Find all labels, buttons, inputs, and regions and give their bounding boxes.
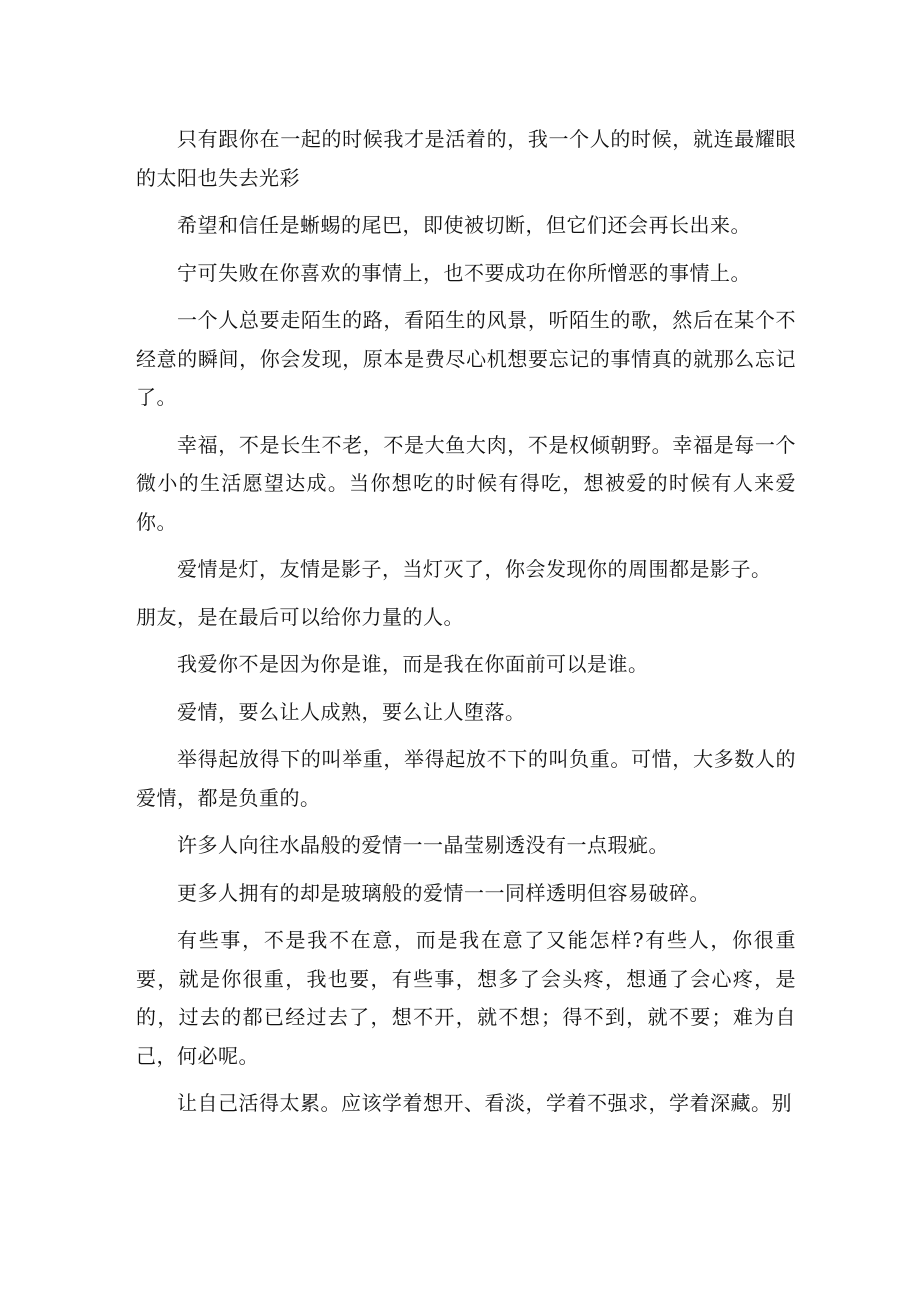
paragraph: 许多人向往水晶般的爱情一一晶莹剔透没有一点瑕疵。	[177, 833, 669, 857]
paragraph: 希望和信任是蜥蜴的尾巴，即使被切断，但它们还会再长出来。	[177, 213, 751, 237]
paragraph: 爱情是灯，友情是影子，当灯灭了，你会发现你的周围都是影子。	[177, 557, 772, 581]
paragraph: 我爱你不是因为你是谁，而是我在你面前可以是谁。	[177, 652, 649, 676]
paragraph: 爱情，要么让人成熟，要么让人堕落。	[177, 699, 526, 724]
paragraph: 一个人总要走陌生的路，看陌生的风景，听陌生的歌，然后在某个不经意的瞬间，你会发现，原本是费尽心机想要忘记的事情真的就那么忘记了。	[136, 308, 796, 409]
paragraph: 更多人拥有的却是玻璃般的爱情一一同样透明但容易破碎。	[177, 880, 710, 905]
paragraph: 只有跟你在一起的时候我才是活着的，我一个人的时候，就连最耀眼的太阳也失去光彩	[136, 127, 796, 190]
paragraph: 让自己活得太累。应该学着想开、看淡，学着不强求，学着深藏。别	[177, 1091, 792, 1115]
paragraph: 幸福，不是长生不老，不是大鱼大肉，不是权倾朝野。幸福是每一个微小的生活愿望达成。当你想吃的时候有得吃，想被爱的时候有人来爱你。	[136, 432, 796, 534]
paragraph: 宁可失败在你喜欢的事情上，也不要成功在你所憎恶的事情上。	[177, 260, 751, 285]
document-body	[136, 120, 796, 1132]
paragraph: 有些事，不是我不在意，而是我在意了又能怎样?有些人，你很重要，就是你很重，我也要，有些事，想多了会头疼，想通了会心疼，是的，过去的都已经过去了，想不开，就不想；得不到，就不要；难为自己，何必呢。	[136, 928, 796, 1068]
paragraph: 朋友，是在最后可以给你力量的人。	[136, 604, 464, 629]
paragraph: 举得起放得下的叫举重，举得起放不下的叫负重。可惜，大多数人的爱情，都是负重的。	[136, 747, 796, 810]
